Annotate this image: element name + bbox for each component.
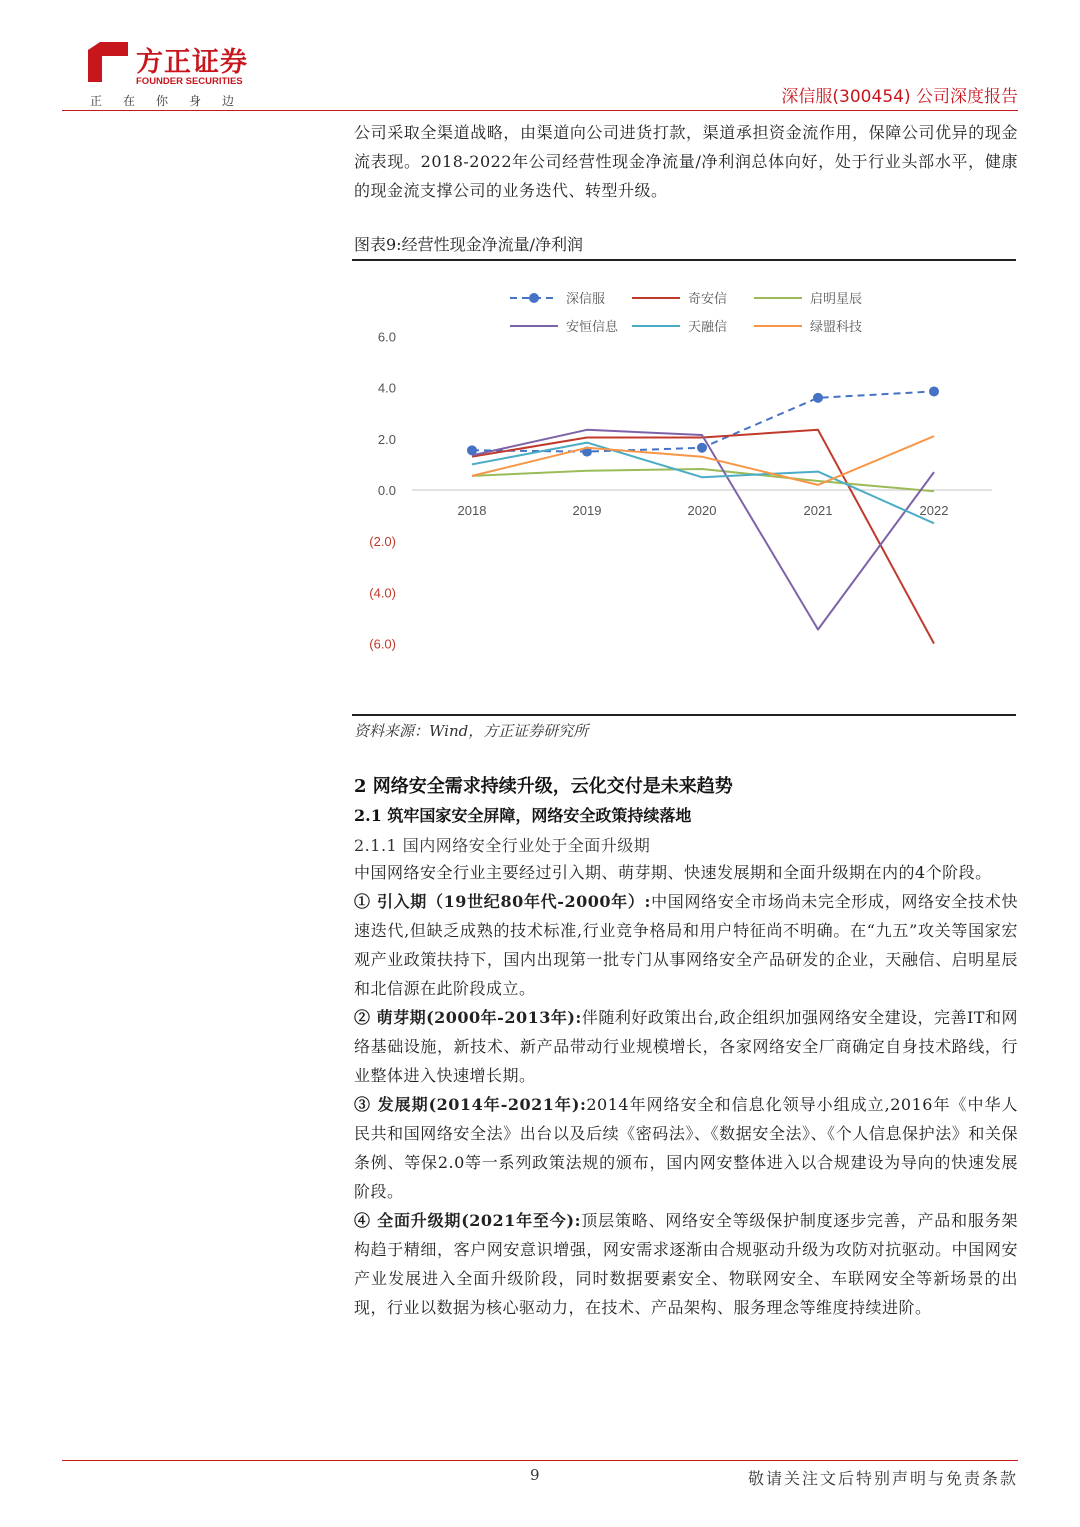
page-number: 9: [530, 1466, 540, 1484]
series-line-深信服: [472, 391, 934, 451]
legend-label: 奇安信: [688, 292, 728, 307]
legend-label: 安恒信息: [566, 320, 619, 335]
brand-slogan: 正在你身边: [90, 94, 256, 108]
figure-source: 资料来源：Wind，方正证券研究所: [354, 722, 589, 740]
stage-text: 顶层策略、网络安全等级保护制度逐步完善，产品和服务架构趋于精细，客户网安意识增强，网安需求逐渐由合规驱动升级为攻防对抗驱动。中国网安产业发展进入全面升级阶段，同时数据要素安全、物联网安全、车联网安全等新场景的出现，行业以数据为核心驱动力，在技术、产品架构、服务理念等维度持续进阶。: [354, 1211, 1018, 1317]
chart-y-axis: [369, 329, 396, 651]
intro-paragraph: 公司采取全渠道战略，由渠道向公司进货打款，渠道承担资金流作用，保障公司优异的现金流表现。2018-2022年公司经营性现金净流量/净利润总体向好，处于行业头部水平，健康的现金流支撑公司的业务迭代、转型升级。: [354, 123, 1018, 200]
cashflow-ratio-line-chart: [352, 262, 1016, 714]
report-title: 深信服(300454) 公司深度报告: [781, 87, 1018, 107]
stage-item: [354, 887, 1018, 1003]
legend-label: 天融信: [688, 320, 728, 335]
stage-label: ④ 全面升级期(2021年至今):: [354, 1211, 582, 1230]
figure-bottom-divider: [352, 714, 1016, 716]
stage-label: ① 引入期（19世纪80年代-2000年）:: [354, 892, 651, 911]
y-tick-label: 0.0: [377, 483, 396, 498]
founder-logo: [86, 40, 326, 90]
y-tick-label: (6.0): [369, 636, 396, 652]
chart-x-axis: [412, 490, 992, 518]
x-tick-label: 2020: [687, 503, 717, 518]
header-divider: [62, 110, 1018, 111]
stage-text: 伴随利好政策出台,政企组织加强网络安全建设，完善IT和网络基础设施，新技术、新产品带动行业规模增长，各家网络安全厂商确定自身技术路线，行业整体进入快速增长期。: [354, 1008, 1018, 1085]
stage-item: [354, 1003, 1018, 1090]
y-tick-label: 6.0: [377, 329, 396, 345]
stage-label: ③ 发展期(2014年-2021年):: [354, 1095, 587, 1114]
legend-marker: [529, 293, 539, 303]
series-point: [697, 443, 707, 453]
legend-label: 深信服: [566, 292, 606, 307]
y-tick-label: 2.0: [377, 431, 396, 447]
section-body: [354, 858, 1018, 1322]
stage-label: ② 萌芽期(2000年-2013年):: [354, 1008, 582, 1027]
legend-label: 绿盟科技: [810, 320, 863, 335]
y-tick-label: 4.0: [377, 380, 396, 396]
section-lead-paragraph: 中国网络安全行业主要经过引入期、萌芽期、快速发展期和全面升级期在内的4个阶段。: [354, 863, 992, 882]
stage-item: [354, 1090, 1018, 1206]
chart-legend: [510, 291, 862, 335]
page-header: [62, 34, 1018, 112]
y-tick-label: (4.0): [369, 585, 396, 601]
brand-name-cn: 方正证券: [136, 47, 248, 78]
y-tick-label: (2.0): [369, 534, 396, 550]
series-line-奇安信: [472, 430, 934, 644]
stage-text: 2014年网络安全和信息化领导小组成立,2016年《中华人民共和国网络安全法》出台以及后续《密码法》、《数据安全法》、《个人信息保护法》和关保条例、等保2.0等一系列政策法规的颁布，国内网安整体进入以合规建设为导向的快速发展阶段。: [354, 1095, 1018, 1201]
figure-top-divider: [352, 259, 1016, 261]
series-line-启明星辰: [472, 469, 934, 491]
x-tick-label: 2018: [457, 503, 487, 518]
section-heading-2: 2 网络安全需求持续升级，云化交付是未来趋势: [354, 776, 733, 797]
series-point: [929, 386, 939, 396]
series-point: [813, 393, 823, 403]
section-heading-2-1: 2.1 筑牢国家安全屏障，网络安全政策持续落地: [354, 806, 692, 825]
legend-label: 启明星辰: [810, 292, 863, 307]
x-tick-label: 2021: [803, 503, 833, 518]
brand-name-en: FOUNDER SECURITIES: [136, 76, 243, 87]
footer-disclaimer: 敬请关注文后特别声明与免责条款: [747, 1469, 1018, 1488]
x-tick-label: 2019: [572, 503, 602, 518]
stage-item: [354, 1206, 1018, 1322]
figure-title: 图表9:经营性现金净流量/净利润: [354, 235, 583, 254]
x-tick-label: 2022: [919, 503, 949, 518]
founder-logo-icon: [86, 40, 130, 84]
stage-text: 中国网络安全市场尚未完全形成，网络安全技术快速迭代,但缺乏成熟的技术标准,行业竞争格局和用户特征尚不明确。在“九五”攻关等国家宏观产业政策扶持下，国内出现第一批专门从事网络安全产品研发的企业，天融信、启明星辰和北信源在此阶段成立。: [354, 892, 1018, 998]
footer-divider: [62, 1460, 1018, 1461]
section-heading-2-1-1: 2.1.1 国内网络安全行业处于全面升级期: [354, 836, 651, 855]
